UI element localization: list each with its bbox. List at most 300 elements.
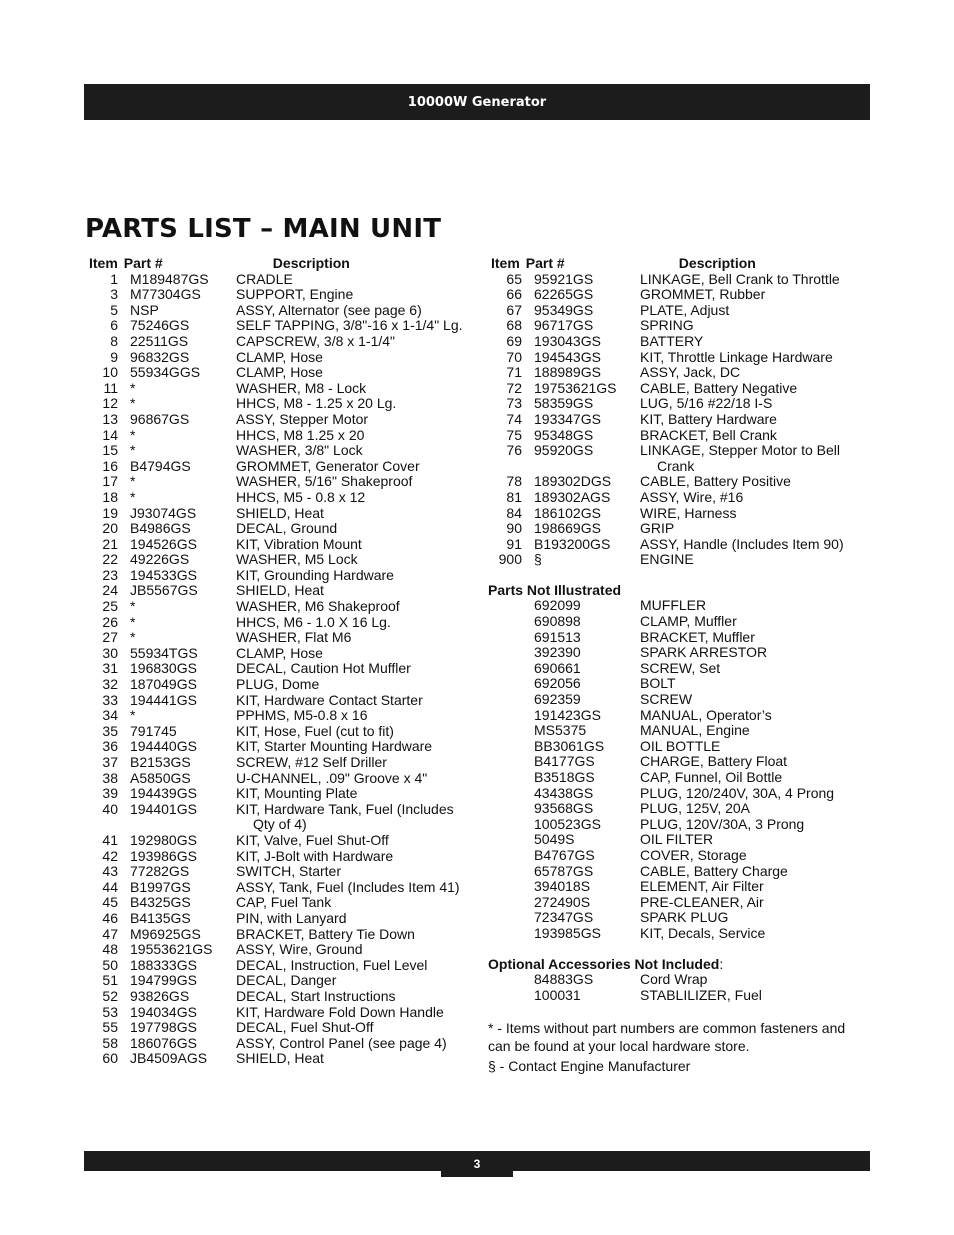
part-number: 22511GS: [130, 332, 189, 349]
part-description: ASSY, Stepper Motor: [236, 410, 369, 427]
part-description: ASSY, Handle (Includes Item 90): [640, 535, 844, 552]
part-number: 189302AGS: [534, 488, 611, 505]
item-number: 39: [102, 785, 118, 802]
part-description: BRACKET, Battery Tie Down: [236, 925, 415, 942]
part-description: ASSY, Jack, DC: [640, 364, 741, 381]
part-description: KIT, Battery Hardware: [640, 410, 777, 427]
table-row: [488, 490, 878, 506]
item-number: 36: [102, 738, 118, 755]
part-description: OIL FILTER: [640, 831, 714, 848]
part-number: 186076GS: [130, 1034, 197, 1051]
part-number: 49226GS: [130, 551, 190, 568]
table-row: [86, 989, 481, 1005]
asterisk-note: * - Items without part numbers are common fasteners and can be found at your local hardware store.: [488, 1020, 846, 1054]
part-description: SELF TAPPING, 3/8"-16 x 1-1/4" Lg.: [236, 317, 463, 334]
part-description: KIT, Vibration Mount: [236, 535, 362, 552]
part-description: HHCS, M5 - 0.8 x 12: [236, 488, 366, 505]
item-number-blank: [488, 801, 522, 817]
part-number: *: [130, 707, 136, 724]
part-number: 691513: [534, 628, 581, 645]
part-description: MUFFLER: [640, 597, 707, 614]
item-number: 38: [102, 769, 118, 786]
part-description: KIT, Hose, Fuel (cut to fit): [236, 722, 394, 739]
part-number: 194799GS: [130, 972, 197, 989]
table-row: [488, 365, 878, 381]
part-number: M77304GS: [130, 286, 201, 303]
item-number: 15: [102, 442, 118, 459]
item-number: 31: [102, 660, 118, 677]
item-number: 23: [102, 566, 118, 583]
part-number: 193347GS: [534, 410, 601, 427]
part-description: GROMMET, Generator Cover: [236, 457, 420, 474]
table-row: [86, 537, 481, 553]
item-number: 34: [102, 707, 118, 724]
table-row: [86, 490, 481, 506]
part-description: ASSY, Alternator (see page 6): [236, 301, 422, 318]
part-number-blank: [118, 817, 236, 833]
item-number-blank: [488, 661, 522, 677]
item-number-blank: [488, 614, 522, 630]
part-number: 690661: [534, 659, 581, 676]
table-row: [86, 303, 481, 319]
part-description: PLATE, Adjust: [640, 301, 730, 318]
table-row: [86, 552, 481, 568]
item-number: 71: [506, 364, 522, 381]
part-number: M96925GS: [130, 925, 201, 942]
part-number: 690898: [534, 613, 581, 630]
item-number: 60: [102, 1050, 118, 1067]
item-number-blank: [488, 910, 522, 926]
table-row: [86, 350, 481, 366]
part-description: SWITCH, Starter: [236, 863, 342, 880]
header-title: 10000W Generator: [407, 94, 547, 110]
part-number: 194533GS: [130, 566, 197, 583]
item-number: 17: [102, 473, 118, 490]
part-description: PLUG, 125V, 20A: [640, 800, 751, 817]
item-number: 41: [102, 831, 118, 848]
item-number: 51: [102, 972, 118, 989]
part-number: 96717GS: [534, 317, 594, 334]
part-description: U-CHANNEL, .09" Groove x 4": [236, 769, 428, 786]
part-number: 96832GS: [130, 348, 190, 365]
part-description: WASHER, M8 - Lock: [236, 379, 367, 396]
part-number: B3518GS: [534, 769, 595, 785]
part-description: ASSY, Wire, Ground: [236, 941, 363, 958]
part-number: NSP: [130, 301, 159, 318]
table-row: [86, 1051, 481, 1067]
item-number: 18: [102, 488, 118, 505]
part-description: HHCS, M8 - 1.25 x 20 Lg.: [236, 395, 397, 412]
table-row: [86, 958, 481, 974]
part-number: MS5375: [534, 722, 587, 739]
table-row: [86, 615, 481, 631]
item-number: 70: [506, 348, 522, 365]
list-item: [488, 723, 878, 739]
part-number-blank: [522, 459, 640, 475]
part-number: 692359: [534, 691, 581, 708]
list-item: [488, 614, 878, 630]
part-description: ENGINE: [640, 551, 694, 568]
part-number: 198669GS: [534, 520, 601, 537]
table-row: [86, 630, 481, 646]
table-row: [488, 412, 878, 428]
table-row: [86, 677, 481, 693]
table-row: [86, 739, 481, 755]
item-number: 42: [102, 847, 118, 864]
part-description: PIN, with Lanyard: [236, 909, 347, 926]
part-description: SCREW: [640, 691, 693, 708]
list-item: [488, 864, 878, 880]
item-number: 72: [506, 379, 522, 396]
table-row: [488, 521, 878, 537]
table-row: [86, 724, 481, 740]
part-number: 192980GS: [130, 831, 197, 848]
part-number: 43438GS: [534, 784, 594, 801]
part-number: B1997GS: [130, 878, 191, 895]
table-row: [488, 287, 878, 303]
table-row: [488, 334, 878, 350]
part-number: 692056: [534, 675, 581, 692]
not-illustrated-heading: [488, 583, 878, 599]
part-description: SHIELD, Heat: [236, 1050, 324, 1067]
part-description: KIT, Grounding Hardware: [236, 566, 394, 583]
part-description: PLUG, 120V/30A, 3 Prong: [640, 815, 805, 832]
item-number: 73: [506, 395, 522, 412]
part-number: 188333GS: [130, 956, 197, 973]
item-number: 91: [506, 535, 522, 552]
part-number: 392390: [534, 644, 581, 661]
table-row: [86, 521, 481, 537]
table-row: [488, 381, 878, 397]
part-number: B4986GS: [130, 520, 191, 537]
part-description: WASHER, Flat M6: [236, 629, 352, 646]
table-row: [86, 708, 481, 724]
item-number: 14: [102, 426, 118, 443]
column-header-row: [488, 256, 878, 272]
table-row: [86, 942, 481, 958]
part-number: §: [534, 551, 542, 568]
item-number: 40: [102, 800, 118, 817]
part-description: HHCS, M8 1.25 x 20: [236, 426, 365, 443]
item-number: 76: [506, 442, 522, 459]
part-description: DECAL, Fuel Shut-Off: [236, 1019, 374, 1036]
part-header: Part #: [525, 255, 565, 271]
part-description: PPHMS, M5-0.8 x 16: [236, 707, 368, 724]
part-number: *: [130, 488, 136, 505]
item-number-blank: [488, 692, 522, 708]
list-item: [488, 676, 878, 692]
table-row: [86, 849, 481, 865]
not-illustrated-list: [488, 598, 878, 941]
item-number: 10: [102, 364, 118, 381]
part-description: PLUG, Dome: [236, 676, 320, 693]
part-description: PRE-CLEANER, Air: [640, 893, 764, 910]
part-number: 72347GS: [534, 909, 594, 926]
table-row: [488, 303, 878, 319]
list-item: [488, 879, 878, 895]
part-number: 188989GS: [534, 364, 601, 381]
page-number: 3: [473, 1157, 481, 1171]
table-row: [86, 973, 481, 989]
item-number-blank: [488, 864, 522, 880]
part-description: SPARK PLUG: [640, 909, 729, 926]
part-number: 62265GS: [534, 286, 594, 303]
item-number: 47: [102, 925, 118, 942]
part-description: MANUAL, Engine: [640, 722, 750, 739]
parts-list-right: [488, 272, 878, 568]
table-row: [86, 334, 481, 350]
part-number: 96867GS: [130, 410, 190, 427]
list-item: [488, 786, 878, 802]
table-row: [86, 318, 481, 334]
part-number: *: [130, 442, 136, 459]
list-item: [488, 739, 878, 755]
part-description: GROMMET, Rubber: [640, 286, 766, 303]
part-description: ASSY, Control Panel (see page 4): [236, 1034, 447, 1051]
item-number: 35: [102, 722, 118, 739]
part-number: 93826GS: [130, 987, 190, 1004]
table-row: [86, 1005, 481, 1021]
part-number: B2153GS: [130, 754, 191, 770]
table-row: [86, 568, 481, 584]
part-number: 95920GS: [534, 442, 594, 459]
item-number: 48: [102, 941, 118, 958]
part-number: 65787GS: [534, 862, 594, 879]
list-item: [488, 972, 878, 988]
item-number: 66: [506, 286, 522, 303]
item-number: 58: [102, 1034, 118, 1051]
item-number: 3: [110, 286, 118, 303]
item-number: 24: [102, 582, 118, 599]
parts-list-left: [86, 272, 481, 1067]
part-description: KIT, J-Bolt with Hardware: [236, 847, 394, 864]
part-description: DECAL, Ground: [236, 520, 338, 537]
part-number: B4767GS: [534, 846, 595, 863]
table-row: [86, 428, 481, 444]
table-row: [86, 272, 481, 288]
part-number: 19553621GS: [130, 941, 213, 958]
item-number: 53: [102, 1003, 118, 1020]
list-item: [488, 910, 878, 926]
item-number-blank: [488, 459, 522, 475]
item-number: 68: [506, 317, 522, 334]
part-number: *: [130, 473, 136, 490]
table-row: [86, 755, 481, 771]
item-number: 20: [102, 520, 118, 537]
part-description: CAPSCREW, 3/8 x 1-1/4": [236, 332, 396, 349]
item-number: 8: [110, 332, 118, 349]
table-row: [86, 911, 481, 927]
part-description: DECAL, Start Instructions: [236, 987, 396, 1004]
part-description: SHIELD, Heat: [236, 582, 324, 599]
item-number-blank: [488, 630, 522, 646]
part-description: KIT, Starter Mounting Hardware: [236, 738, 433, 755]
item-header: Item: [89, 255, 118, 271]
part-number: 84883GS: [534, 971, 594, 988]
optional-accessories-title: Optional Accessories Not Included: [488, 955, 720, 972]
parts-column-left: [86, 256, 481, 1067]
part-number: 55934GGS: [130, 364, 201, 381]
part-number: JB4509AGS: [130, 1050, 208, 1067]
table-row: [86, 833, 481, 849]
part-number: 194401GS: [130, 800, 197, 817]
item-number: 43: [102, 863, 118, 880]
list-item: [488, 754, 878, 770]
part-number: *: [130, 598, 136, 615]
item-number-blank: [488, 817, 522, 833]
optional-accessories-colon: :: [719, 955, 724, 972]
list-item: [488, 832, 878, 848]
table-row: [488, 474, 878, 490]
part-description: COVER, Storage: [640, 846, 747, 863]
item-number: 26: [102, 613, 118, 630]
part-number: 194441GS: [130, 691, 197, 708]
part-description: KIT, Hardware Contact Starter: [236, 691, 423, 708]
table-row: [488, 428, 878, 444]
part-description: STABLILIZER, Fuel: [640, 986, 762, 1003]
table-row: [488, 350, 878, 366]
item-number-blank: [488, 723, 522, 739]
part-number: 100523GS: [534, 815, 601, 832]
item-number: 78: [506, 473, 522, 490]
part-number: 77282GS: [130, 863, 190, 880]
part-description: KIT, Valve, Fuel Shut-Off: [236, 831, 389, 848]
part-description: SUPPORT, Engine: [236, 286, 354, 303]
item-number: 45: [102, 894, 118, 911]
list-item: [488, 848, 878, 864]
table-row: [86, 646, 481, 662]
part-description: CAP, Fuel Tank: [236, 894, 332, 911]
part-description: KIT, Throttle Linkage Hardware: [640, 348, 833, 365]
part-description: GRIP: [640, 520, 675, 537]
part-description: MANUAL, Operator’s: [640, 706, 772, 723]
item-number: 75: [506, 426, 522, 443]
part-description: DECAL, Danger: [236, 972, 337, 989]
table-row: [86, 287, 481, 303]
part-number: 95349GS: [534, 301, 594, 318]
part-number: 791745: [130, 722, 177, 739]
item-number: 5: [110, 301, 118, 318]
part-number: B4135GS: [130, 909, 191, 926]
item-number-blank: [86, 817, 118, 833]
part-number: BB3061GS: [534, 737, 605, 754]
item-number-blank: [488, 645, 522, 661]
part-description: SCREW, #12 Self Driller: [236, 754, 387, 770]
part-description: CABLE, Battery Negative: [640, 379, 798, 396]
table-row: [86, 927, 481, 943]
item-number-blank: [488, 832, 522, 848]
table-row: [86, 443, 481, 459]
table-row: [86, 474, 481, 490]
part-number: 194543GS: [534, 348, 601, 365]
part-number: 692099: [534, 597, 581, 614]
part-number: B193200GS: [534, 535, 611, 552]
table-row: [488, 272, 878, 288]
part-description: BOLT: [640, 675, 676, 692]
item-number: 90: [506, 520, 522, 537]
part-description: DECAL, Instruction, Fuel Level: [236, 956, 428, 973]
part-number: 95348GS: [534, 426, 594, 443]
item-number: 65: [506, 270, 522, 287]
part-description: WIRE, Harness: [640, 504, 737, 521]
item-number-blank: [488, 676, 522, 692]
list-item: [488, 598, 878, 614]
list-item: [488, 661, 878, 677]
page-number-tab: [441, 1151, 513, 1177]
item-number: 16: [102, 457, 118, 474]
part-number: *: [130, 629, 136, 646]
list-item: [488, 817, 878, 833]
item-number: 27: [102, 629, 118, 646]
part-description-continued: Qty of 4): [253, 816, 307, 833]
item-number-blank: [488, 848, 522, 864]
item-number: 19: [102, 504, 118, 521]
part-header: Part #: [123, 255, 163, 271]
item-number-blank: [488, 988, 522, 1004]
item-number-blank: [488, 972, 522, 988]
part-description: KIT, Mounting Plate: [236, 785, 358, 802]
part-description: LUG, 5/16 #22/18 I-S: [640, 395, 773, 412]
part-number: 193986GS: [130, 847, 197, 864]
part-description: CABLE, Battery Charge: [640, 862, 788, 879]
table-row: [86, 583, 481, 599]
part-description: HHCS, M6 - 1.0 X 16 Lg.: [236, 613, 391, 630]
item-number-blank: [488, 926, 522, 942]
part-description: CLAMP, Muffler: [640, 613, 737, 630]
item-number: 67: [506, 301, 522, 318]
list-item: [488, 692, 878, 708]
part-number: 196830GS: [130, 660, 197, 677]
part-number: M189487GS: [130, 270, 209, 287]
part-description: CLAMP, Hose: [236, 364, 323, 381]
part-number: 186102GS: [534, 504, 601, 521]
part-number: *: [130, 395, 136, 412]
table-row: [86, 864, 481, 880]
table-row: [488, 537, 878, 553]
list-item: [488, 630, 878, 646]
part-description: CAP, Funnel, Oil Bottle: [640, 769, 783, 785]
column-header-row: [86, 256, 481, 272]
table-row: [86, 459, 481, 475]
part-number: 197798GS: [130, 1019, 197, 1036]
table-row: [488, 506, 878, 522]
item-number: 44: [102, 878, 118, 895]
part-number: 272490S: [534, 893, 591, 910]
item-number: 69: [506, 332, 522, 349]
table-row: [86, 506, 481, 522]
description-header: Description: [678, 255, 756, 271]
part-number: *: [130, 613, 136, 630]
item-number: 12: [102, 395, 118, 412]
table-row: [86, 802, 481, 818]
part-description: SPARK ARRESTOR: [640, 644, 768, 661]
part-number: 75246GS: [130, 317, 190, 334]
part-number: 191423GS: [534, 706, 601, 723]
part-description: WASHER, M5 Lock: [236, 551, 358, 568]
part-number: 187049GS: [130, 676, 197, 693]
list-item: [488, 801, 878, 817]
parts-column-right: [488, 256, 878, 1075]
list-item: [488, 895, 878, 911]
part-description: BRACKET, Muffler: [640, 628, 755, 645]
table-row-continuation: [86, 817, 481, 833]
table-row: [86, 693, 481, 709]
part-description: CABLE, Battery Positive: [640, 473, 791, 490]
part-description: DECAL, Caution Hot Muffler: [236, 660, 411, 677]
item-number: 46: [102, 909, 118, 926]
list-item: [488, 770, 878, 786]
part-description: LINKAGE, Bell Crank to Throttle: [640, 270, 840, 287]
